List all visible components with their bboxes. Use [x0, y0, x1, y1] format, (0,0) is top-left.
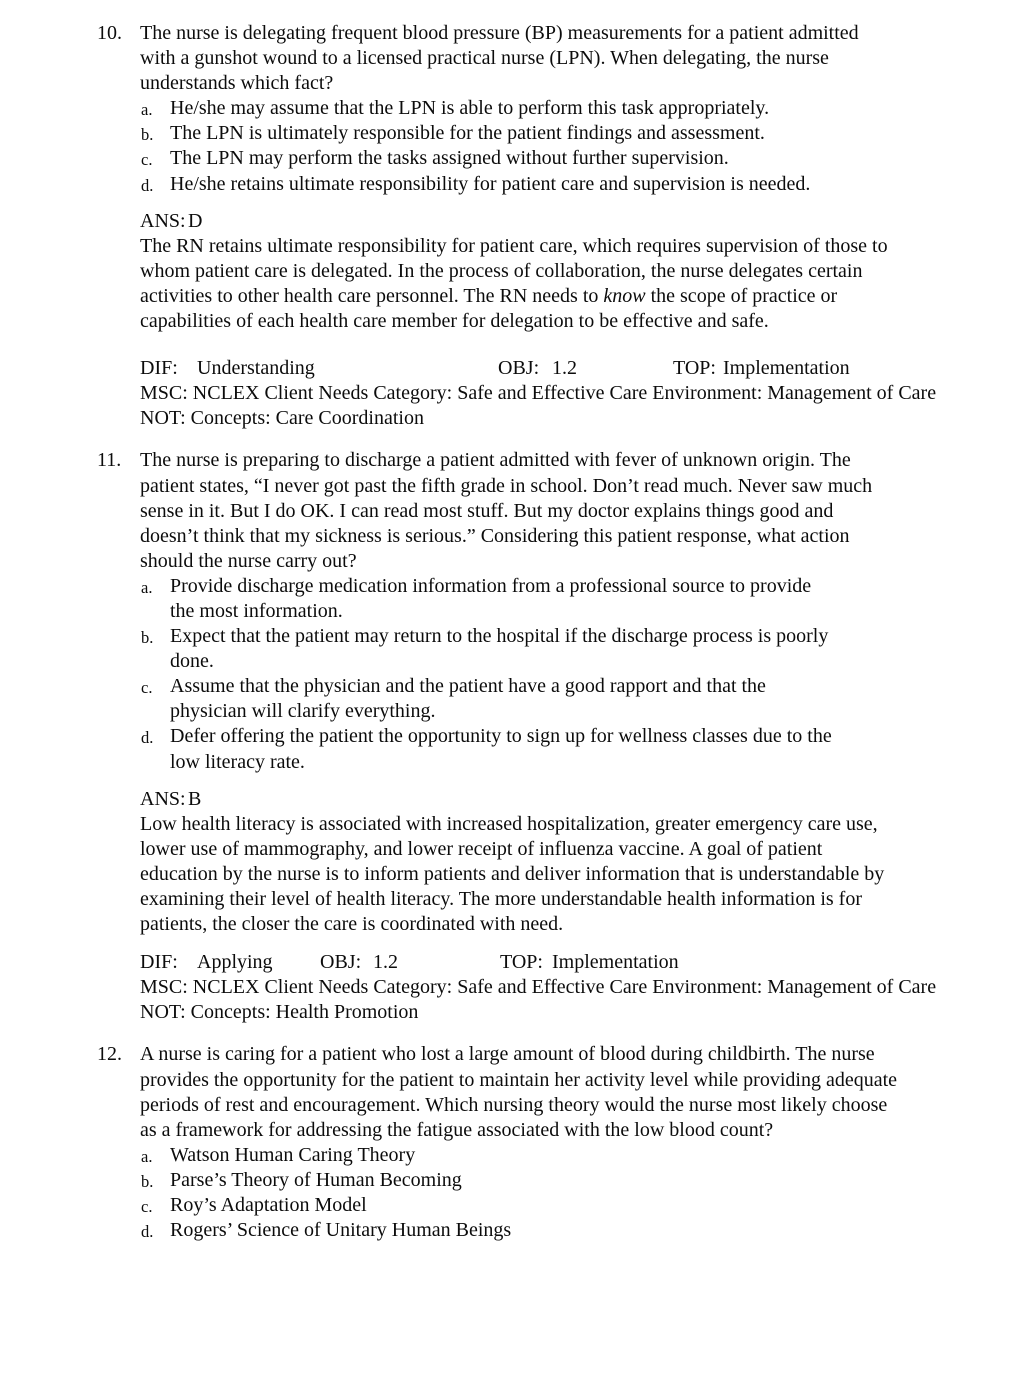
- meta-msc-row: MSC: NCLEX Client Needs Category: Safe and Effective Care Environment: Management of Care: [140, 382, 937, 405]
- option-letter: b.: [141, 125, 154, 145]
- option-text: The LPN is ultimately responsible for the patient findings and assessment.: [170, 122, 765, 145]
- question-stem: [140, 1042, 968, 1142]
- dif-label: DIF:: [140, 951, 178, 974]
- top-label: TOP:: [673, 357, 716, 380]
- option-c: [140, 1193, 968, 1218]
- obj-value: 1.2: [373, 951, 398, 974]
- answer-label: ANS:: [140, 209, 186, 232]
- meta-dif-row: [140, 950, 968, 975]
- option-text: the most information.: [170, 599, 343, 622]
- rationale: [140, 234, 968, 334]
- option-letter: d.: [141, 1222, 154, 1242]
- obj-value: 1.2: [552, 357, 577, 380]
- obj-label: OBJ:: [498, 357, 540, 380]
- stem-line: A nurse is caring for a patient who lost a large amount of blood during childbirth. The nurse: [140, 1043, 875, 1066]
- stem-line: should the nurse carry out?: [140, 549, 357, 572]
- obj-label: OBJ:: [320, 951, 362, 974]
- top-value: Implementation: [723, 357, 850, 380]
- option-letter: a.: [141, 100, 153, 120]
- option-b: [140, 1168, 968, 1193]
- option-c: [140, 146, 968, 171]
- option-a: [140, 574, 968, 624]
- question-stem: [140, 448, 968, 573]
- option-b: [140, 624, 968, 674]
- answer-value: B: [188, 787, 202, 810]
- option-text: Watson Human Caring Theory: [170, 1143, 416, 1166]
- option-text: physician will clarify everything.: [170, 700, 436, 723]
- rationale-line: education by the nurse is to inform patients and deliver information that is understandable by: [140, 862, 885, 885]
- rationale-line: patients, the closer the care is coordinated with need.: [140, 913, 564, 936]
- option-letter: c.: [141, 150, 153, 170]
- stem-line: understands which fact?: [140, 72, 334, 95]
- option-text: done.: [170, 650, 214, 673]
- rationale-italic-word: know: [603, 284, 646, 307]
- question-number: 10.: [97, 22, 122, 44]
- question-11: [97, 448, 968, 1025]
- option-text: Provide discharge medication information from a professional source to provide: [170, 574, 812, 597]
- stem-line: The nurse is preparing to discharge a patient admitted with fever of unknown origin. The: [140, 449, 851, 472]
- dif-label: DIF:: [140, 357, 178, 380]
- stem-line: with a gunshot wound to a licensed practical nurse (LPN). When delegating, the nurse: [140, 47, 829, 70]
- stem-line: provides the opportunity for the patient to maintain her activity level while providing adequate: [140, 1068, 898, 1091]
- rationale-line: lower use of mammography, and lower receipt of influenza vaccine. A goal of patient: [140, 837, 823, 860]
- option-text: low literacy rate.: [170, 750, 305, 773]
- option-text: He/she retains ultimate responsibility for patient care and supervision is needed.: [170, 172, 811, 195]
- meta-block: [140, 950, 968, 1025]
- answer-label: ANS:: [140, 787, 186, 810]
- stem-line: patient states, “I never got past the fifth grade in school. Don’t read much. Never saw much: [140, 474, 873, 497]
- dif-value: Applying: [197, 951, 273, 974]
- dif-value: Understanding: [197, 357, 315, 380]
- option-letter: a.: [141, 577, 153, 597]
- rationale-line: Low health literacy is associated with increased hospitalization, greater emergency care use,: [140, 812, 878, 835]
- options-list: [140, 574, 968, 775]
- option-text: Rogers’ Science of Unitary Human Beings: [170, 1219, 512, 1242]
- option-text: The LPN may perform the tasks assigned without further supervision.: [170, 147, 729, 170]
- top-label: TOP:: [500, 951, 543, 974]
- option-d: [140, 1218, 968, 1243]
- question-number: 11.: [97, 449, 122, 472]
- rationale-line: capabilities of each health care member for delegation to be effective and safe.: [140, 310, 769, 333]
- options-list: [140, 1143, 968, 1243]
- rationale-segment: the scope of practice or: [645, 284, 838, 307]
- rationale-line: The RN retains ultimate responsibility for patient care, which requires supervision of those to: [140, 234, 888, 257]
- question-12: [97, 1042, 968, 1243]
- stem-line: as a framework for addressing the fatigue associated with the low blood count?: [140, 1118, 774, 1141]
- option-letter: b.: [141, 628, 154, 648]
- option-d: [140, 172, 968, 197]
- option-a: [140, 96, 968, 121]
- stem-line: sense in it. But I do OK. I can read most stuff. But my doctor explains things good and: [140, 499, 834, 522]
- meta-msc-row: MSC: NCLEX Client Needs Category: Safe and Effective Care Environment: Management of Care: [140, 976, 937, 999]
- rationale-segment: activities to other health care personnel. The RN needs to: [140, 284, 604, 307]
- option-text: Expect that the patient may return to the hospital if the discharge process is poorly: [170, 625, 829, 648]
- option-letter: b.: [141, 1171, 154, 1191]
- rationale-line-with-italic: [140, 284, 968, 309]
- option-letter: c.: [141, 678, 153, 698]
- rationale: [140, 812, 968, 937]
- top-value: Implementation: [552, 951, 679, 974]
- stem-line: The nurse is delegating frequent blood pressure (BP) measurements for a patient admitted: [140, 22, 859, 44]
- meta-block: [140, 356, 968, 431]
- question-stem: [140, 21, 968, 96]
- option-text: Defer offering the patient the opportunity to sign up for wellness classes due to the: [170, 725, 832, 748]
- stem-line: periods of rest and encouragement. Which nursing theory would the nurse most likely choose: [140, 1093, 888, 1116]
- options-list: [140, 96, 968, 196]
- stem-line: doesn’t think that my sickness is serious.” Considering this patient response, what action: [140, 524, 850, 547]
- meta-dif-row: [140, 356, 968, 381]
- option-letter: c.: [141, 1197, 153, 1217]
- option-c: [140, 674, 968, 724]
- question-number: 12.: [97, 1043, 122, 1066]
- option-letter: d.: [141, 728, 154, 748]
- rationale-line: whom patient care is delegated. In the process of collaboration, the nurse delegates certain: [140, 259, 863, 282]
- option-d: [140, 724, 968, 774]
- option-letter: d.: [141, 175, 154, 195]
- answer-row: [140, 787, 968, 812]
- rationale-line: examining their level of health literacy. The more understandable health information is for: [140, 888, 862, 910]
- option-a: [140, 1143, 968, 1168]
- question-10: [97, 21, 968, 431]
- option-text: Assume that the physician and the patient have a good rapport and that the: [170, 675, 766, 698]
- option-b: [140, 121, 968, 146]
- option-text: Roy’s Adaptation Model: [170, 1194, 367, 1217]
- option-letter: a.: [141, 1146, 153, 1166]
- option-text: He/she may assume that the LPN is able to perform this task appropriately.: [170, 97, 770, 120]
- meta-not-row: NOT: Concepts: Care Coordination: [140, 407, 424, 430]
- option-text: Parse’s Theory of Human Becoming: [170, 1168, 462, 1191]
- answer-value: D: [188, 209, 203, 232]
- meta-not-row: NOT: Concepts: Health Promotion: [140, 1001, 419, 1024]
- answer-row: [140, 209, 968, 234]
